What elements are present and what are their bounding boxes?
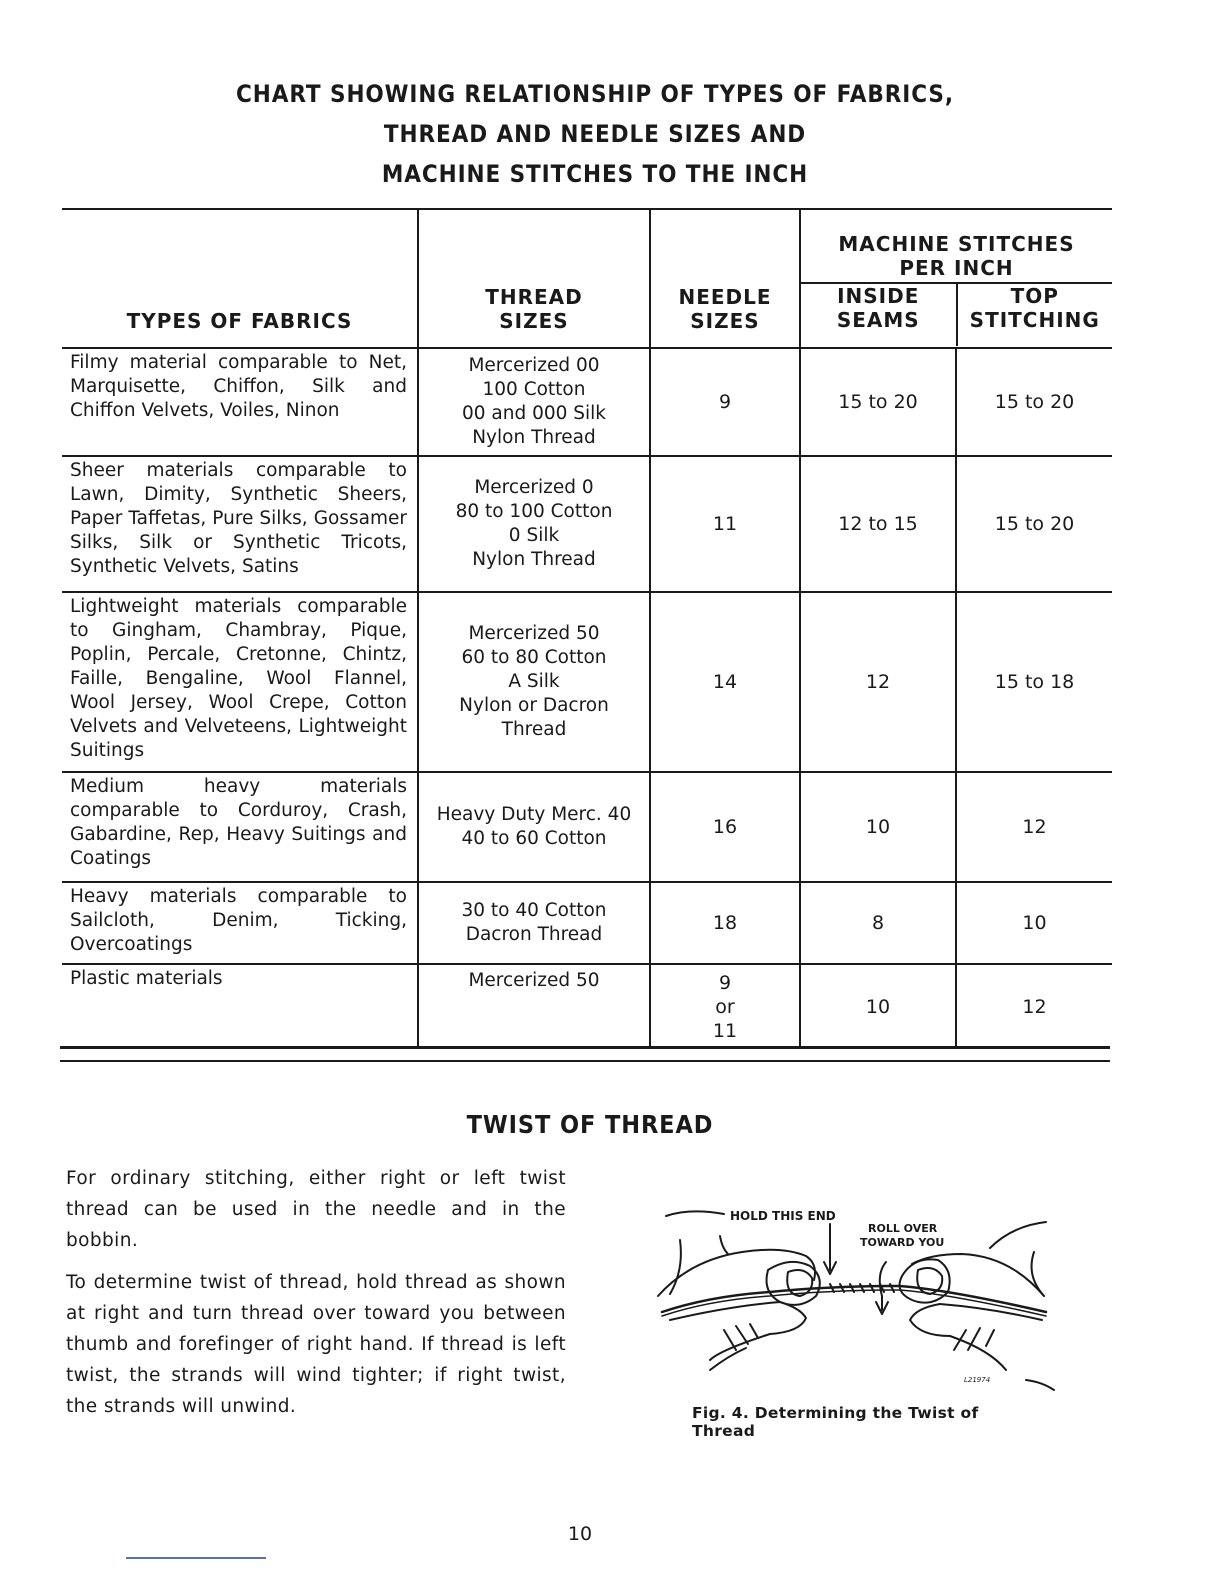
twist-of-thread-illustration bbox=[650, 1200, 1060, 1395]
figure-caption: Fig. 4. Determining the Twist of Thread bbox=[692, 1404, 979, 1440]
table-row bbox=[62, 456, 1112, 592]
leader-line-roll bbox=[990, 1222, 1046, 1248]
fabric-cell: Filmy material comparable to Net, Marquisette, Chiffon, Silk and Chiffon Velvets, Voiles, Ninon bbox=[62, 348, 418, 456]
page-number: 10 bbox=[567, 1523, 593, 1545]
fabric-cell: Heavy materials comparable to Sailcloth, Denim, Ticking, Overcoatings bbox=[62, 882, 418, 964]
title-line-3: MACHINE STITCHES TO THE INCH bbox=[381, 160, 809, 188]
paragraph-determine-twist: To determine twist of thread, hold thread as shown at right and turn thread over toward you between thumb and forefinger of right hand. If thread is left twist, the strands will wind tighter; if right twist, the strands will unwind. bbox=[66, 1272, 566, 1417]
thread-cell: Mercerized 00 100 Cotton 00 and 000 Silk Nylon Thread bbox=[418, 348, 650, 456]
fabric-cell: Medium heavy materials comparable to Corduroy, Crash, Gabardine, Rep, Heavy Suitings and Coatings bbox=[62, 772, 418, 882]
left-wrist-2 bbox=[720, 1236, 728, 1254]
header-needle-sizes: NEEDLE SIZES bbox=[650, 208, 800, 348]
label-toward-you: TOWARD YOU bbox=[860, 1236, 945, 1249]
fabric-cell: Plastic materials bbox=[62, 964, 418, 1048]
leader-line-hold bbox=[666, 1211, 724, 1216]
table-row bbox=[62, 882, 1112, 964]
thread-cell: Mercerized 0 80 to 100 Cotton 0 Silk Nylon Thread bbox=[418, 456, 650, 592]
table-header-row bbox=[62, 208, 1112, 348]
label-hold-this-end: HOLD THIS END bbox=[730, 1209, 836, 1223]
thread-cell: Mercerized 50 bbox=[418, 964, 650, 1048]
table-row bbox=[62, 772, 1112, 882]
needle-cell: 14 bbox=[650, 592, 800, 772]
footer-line bbox=[126, 1557, 266, 1559]
header-inside-seams: INSIDE SEAMS bbox=[836, 284, 920, 332]
header-top-stitching: TOP STITCHING bbox=[956, 284, 1113, 346]
title-line-1: CHART SHOWING RELATIONSHIP OF TYPES OF FABRICS, bbox=[236, 80, 954, 108]
table-row bbox=[62, 964, 1112, 1048]
fabric-thread-needle-table bbox=[62, 208, 1112, 1048]
right-wrist bbox=[1032, 1252, 1044, 1296]
inside-seams-cell: 8 bbox=[800, 882, 956, 964]
header-types-of-fabrics: TYPES OF FABRICS bbox=[126, 309, 353, 333]
title-line-2: THREAD AND NEEDLE SIZES AND bbox=[383, 120, 807, 148]
top-stitching-cell: 15 to 18 bbox=[956, 592, 1112, 772]
table-row bbox=[62, 348, 1112, 456]
inside-seams-cell: 15 to 20 bbox=[800, 348, 956, 456]
fabric-cell: Sheer materials comparable to Lawn, Dimity, Synthetic Sheers, Paper Taffetas, Pure Silks, Gossamer Silks, Silk or Synthetic Tricots, Synthetic Velvets, Satins bbox=[62, 456, 418, 592]
chart-title bbox=[60, 74, 1131, 194]
table-row bbox=[62, 592, 1112, 772]
inside-seams-cell: 12 bbox=[800, 592, 956, 772]
thread-cell: 30 to 40 Cotton Dacron Thread bbox=[418, 882, 650, 964]
inside-seams-cell: 10 bbox=[800, 964, 956, 1048]
top-stitching-cell: 12 bbox=[956, 772, 1112, 882]
needle-cell: 18 bbox=[650, 882, 800, 964]
right-wrist-bottom bbox=[1026, 1380, 1054, 1390]
section-heading-twist-of-thread: TWIST OF THREAD bbox=[466, 1110, 714, 1139]
left-finger-creases bbox=[724, 1324, 758, 1350]
top-stitching-cell: 12 bbox=[956, 964, 1112, 1048]
figure-code: L21974 bbox=[964, 1376, 991, 1384]
thread-cell: Mercerized 50 60 to 80 Cotton A Silk Nylon or Dacron Thread bbox=[418, 592, 650, 772]
header-machine-stitches-per-inch: MACHINE STITCHES PER INCH bbox=[801, 208, 1112, 284]
left-wrist bbox=[670, 1240, 681, 1294]
label-roll-over: ROLL OVER bbox=[868, 1222, 938, 1235]
needle-cell: 9 or 11 bbox=[650, 964, 800, 1048]
thread-strand-b bbox=[662, 1290, 1046, 1316]
paragraph-ordinary-stitching: For ordinary stitching, either right or left twist thread can be used in the needle and in the bobbin. bbox=[66, 1168, 566, 1251]
inside-seams-cell: 12 to 15 bbox=[800, 456, 956, 592]
left-wrist-bottom bbox=[710, 1348, 746, 1370]
thread-cell: Heavy Duty Merc. 40 40 to 60 Cotton bbox=[418, 772, 650, 882]
needle-cell: 9 bbox=[650, 348, 800, 456]
top-stitching-cell: 15 to 20 bbox=[956, 456, 1112, 592]
header-thread-sizes: THREAD SIZES bbox=[418, 208, 650, 348]
table-bottom-rule bbox=[60, 1046, 1110, 1049]
needle-cell: 16 bbox=[650, 772, 800, 882]
top-stitching-cell: 10 bbox=[956, 882, 1112, 964]
table-bottom-rule-double bbox=[60, 1060, 1110, 1062]
inside-seams-cell: 10 bbox=[800, 772, 956, 882]
top-stitching-cell: 15 to 20 bbox=[956, 348, 1112, 456]
fabric-cell: Lightweight materials comparable to Gingham, Chambray, Pique, Poplin, Percale, Cretonne, Chintz, Faille, Bengaline, Wool Flannel, Wool Jersey, Wool Crepe, Cotton Velvets and Velveteens, Lightweight Suitings bbox=[62, 592, 418, 772]
needle-cell: 11 bbox=[650, 456, 800, 592]
header-machine-stitches bbox=[800, 208, 1112, 348]
